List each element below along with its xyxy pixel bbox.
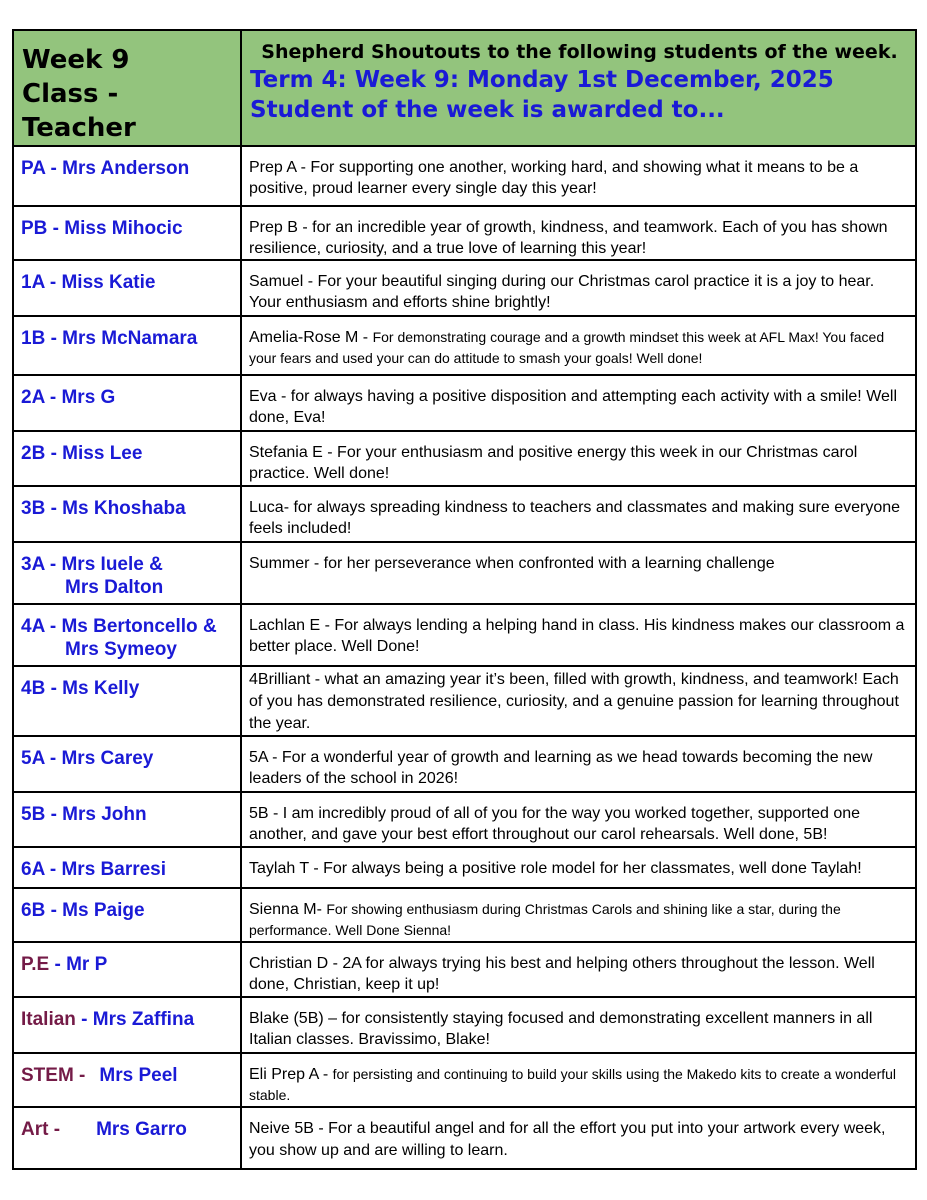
class-teacher-1: 4A - Ms Bertoncello & bbox=[21, 616, 217, 637]
term-line: Term 4: Week 9: Monday 1st December, 2025 bbox=[250, 67, 834, 93]
shoutout-text: for persisting and continuing to build your skills using the Makedo kits to create a wonderful stable. bbox=[249, 1066, 897, 1103]
table-row bbox=[13, 604, 916, 666]
class-teacher-1: 3A - Mrs Iuele & bbox=[21, 554, 163, 575]
shoutout-cell: Luca- for always spreading kindness to teachers and classmates and making sure everyone feels included! bbox=[241, 486, 916, 542]
class-cell bbox=[13, 604, 241, 666]
table-row bbox=[13, 847, 916, 888]
table-row bbox=[13, 888, 916, 942]
table-row bbox=[13, 1053, 916, 1107]
table-row bbox=[13, 431, 916, 486]
class-cell bbox=[13, 542, 241, 604]
shoutout-text: For demonstrating courage and a growth mindset this week at AFL Max! You faced your fears and used your can do attitude to smash your goals! Well done! bbox=[249, 329, 885, 366]
table-row bbox=[13, 736, 916, 792]
shoutout-cell bbox=[241, 888, 916, 942]
shoutout-cell: 4Brilliant - what an amazing year it’s been, filled with growth, kindness, and teamwork! Each of you has demonstrated resilience, curiosity, and a genuine passion for learning throughout the year. bbox=[241, 666, 916, 736]
table-row bbox=[13, 375, 916, 431]
class-cell: 5B - Mrs John bbox=[13, 792, 241, 847]
class-cell: 6A - Mrs Barresi bbox=[13, 847, 241, 888]
student-name: Sienna M- bbox=[249, 901, 327, 918]
class-cell: 1A - Miss Katie bbox=[13, 260, 241, 316]
shoutout-cell: Prep B - for an incredible year of growth, kindness, and teamwork. Each of you has shown resilience, curiosity, and a true love of learning this year! bbox=[241, 206, 916, 260]
class-cell: 2B - Miss Lee bbox=[13, 431, 241, 486]
class-cell: 2A - Mrs G bbox=[13, 375, 241, 431]
student-name: Amelia-Rose M - bbox=[249, 329, 373, 346]
shoutout-cell: Eva - for always having a positive disposition and attempting each activity with a smile! Well done, Eva! bbox=[241, 375, 916, 431]
class-cell bbox=[13, 1053, 241, 1107]
class-teacher-2: Mrs Dalton bbox=[65, 577, 164, 598]
week-label: Week 9 bbox=[22, 45, 130, 75]
student-name: Eli Prep A - bbox=[249, 1066, 333, 1083]
table-row bbox=[13, 206, 916, 260]
class-cell bbox=[13, 1107, 241, 1169]
class-cell: 4B - Ms Kelly bbox=[13, 666, 241, 736]
table-row bbox=[13, 542, 916, 604]
header-right-cell bbox=[241, 30, 916, 146]
class-cell: 6B - Ms Paige bbox=[13, 888, 241, 942]
class-cell: 1B - Mrs McNamara bbox=[13, 316, 241, 375]
table-row bbox=[13, 997, 916, 1053]
table-row bbox=[13, 792, 916, 847]
header-left-cell bbox=[13, 30, 241, 146]
table-row bbox=[13, 316, 916, 375]
shoutout-cell: Taylah T - For always being a positive role model for her classmates, well done Taylah! bbox=[241, 847, 916, 888]
table-row bbox=[13, 260, 916, 316]
subject-label: P.E bbox=[21, 954, 50, 975]
table-row bbox=[13, 146, 916, 206]
class-cell: 3B - Ms Khoshaba bbox=[13, 486, 241, 542]
shoutout-cell: Neive 5B - For a beautiful angel and for all the effort you put into your artwork every week, you show up and are willing to learn. bbox=[241, 1107, 916, 1169]
shoutout-text: For showing enthusiasm during Christmas Carols and shining like a star, during the performance. Well Done Sienna! bbox=[249, 901, 841, 938]
shoutout-cell: Prep A - For supporting one another, working hard, and showing what it means to be a positive, proud learner every single day this year! bbox=[241, 146, 916, 206]
teacher-label: Mrs Garro bbox=[96, 1119, 187, 1140]
shoutouts-table bbox=[12, 29, 917, 1170]
subject-label: STEM - bbox=[21, 1065, 86, 1086]
class-cell bbox=[13, 942, 241, 997]
class-cell bbox=[13, 997, 241, 1053]
class-teacher-label: Class - Teacher bbox=[22, 79, 136, 143]
table-row bbox=[13, 1107, 916, 1169]
shoutout-cell bbox=[241, 316, 916, 375]
header-row bbox=[13, 30, 916, 146]
table-row bbox=[13, 666, 916, 736]
subject-label: Italian bbox=[21, 1009, 76, 1030]
subject-label: Art - bbox=[21, 1119, 61, 1140]
shoutout-cell: 5A - For a wonderful year of growth and learning as we head towards becoming the new leaders of the school in 2026! bbox=[241, 736, 916, 792]
teacher-label: - Mr P bbox=[49, 954, 108, 975]
class-cell: PB - Miss Mihocic bbox=[13, 206, 241, 260]
shoutout-cell: Christian D - 2A for always trying his best and helping others throughout the lesson. Well done, Christian, keep it up! bbox=[241, 942, 916, 997]
class-teacher-2: Mrs Symeoy bbox=[65, 639, 177, 660]
shoutout-cell: Lachlan E - For always lending a helping hand in class. His kindness makes our classroom a better place. Well Done! bbox=[241, 604, 916, 666]
shoutout-cell: Stefania E - For your enthusiasm and positive energy this week in our Christmas carol practice. Well done! bbox=[241, 431, 916, 486]
shoutout-cell: Samuel - For your beautiful singing during our Christmas carol practice it is a joy to hear. Your enthusiasm and efforts shine brightly! bbox=[241, 260, 916, 316]
shoutout-cell bbox=[241, 1053, 916, 1107]
table-row bbox=[13, 486, 916, 542]
table-row bbox=[13, 942, 916, 997]
teacher-label: Mrs Peel bbox=[99, 1065, 178, 1086]
class-cell: PA - Mrs Anderson bbox=[13, 146, 241, 206]
class-cell: 5A - Mrs Carey bbox=[13, 736, 241, 792]
page-title: Shepherd Shoutouts to the following students of the week. bbox=[261, 41, 898, 63]
award-line: Student of the week is awarded to... bbox=[250, 97, 725, 123]
shoutout-cell: Summer - for her perseverance when confronted with a learning challenge bbox=[241, 542, 916, 604]
teacher-label: - Mrs Zaffina bbox=[75, 1009, 195, 1030]
shoutout-cell: 5B - I am incredibly proud of all of you for the way you worked together, supported one another, and gave your best effort throughout our carol rehearsals. Well done, 5B! bbox=[241, 792, 916, 847]
shoutout-cell: Blake (5B) – for consistently staying focused and demonstrating excellent manners in all Italian classes. Bravissimo, Blake! bbox=[241, 997, 916, 1053]
